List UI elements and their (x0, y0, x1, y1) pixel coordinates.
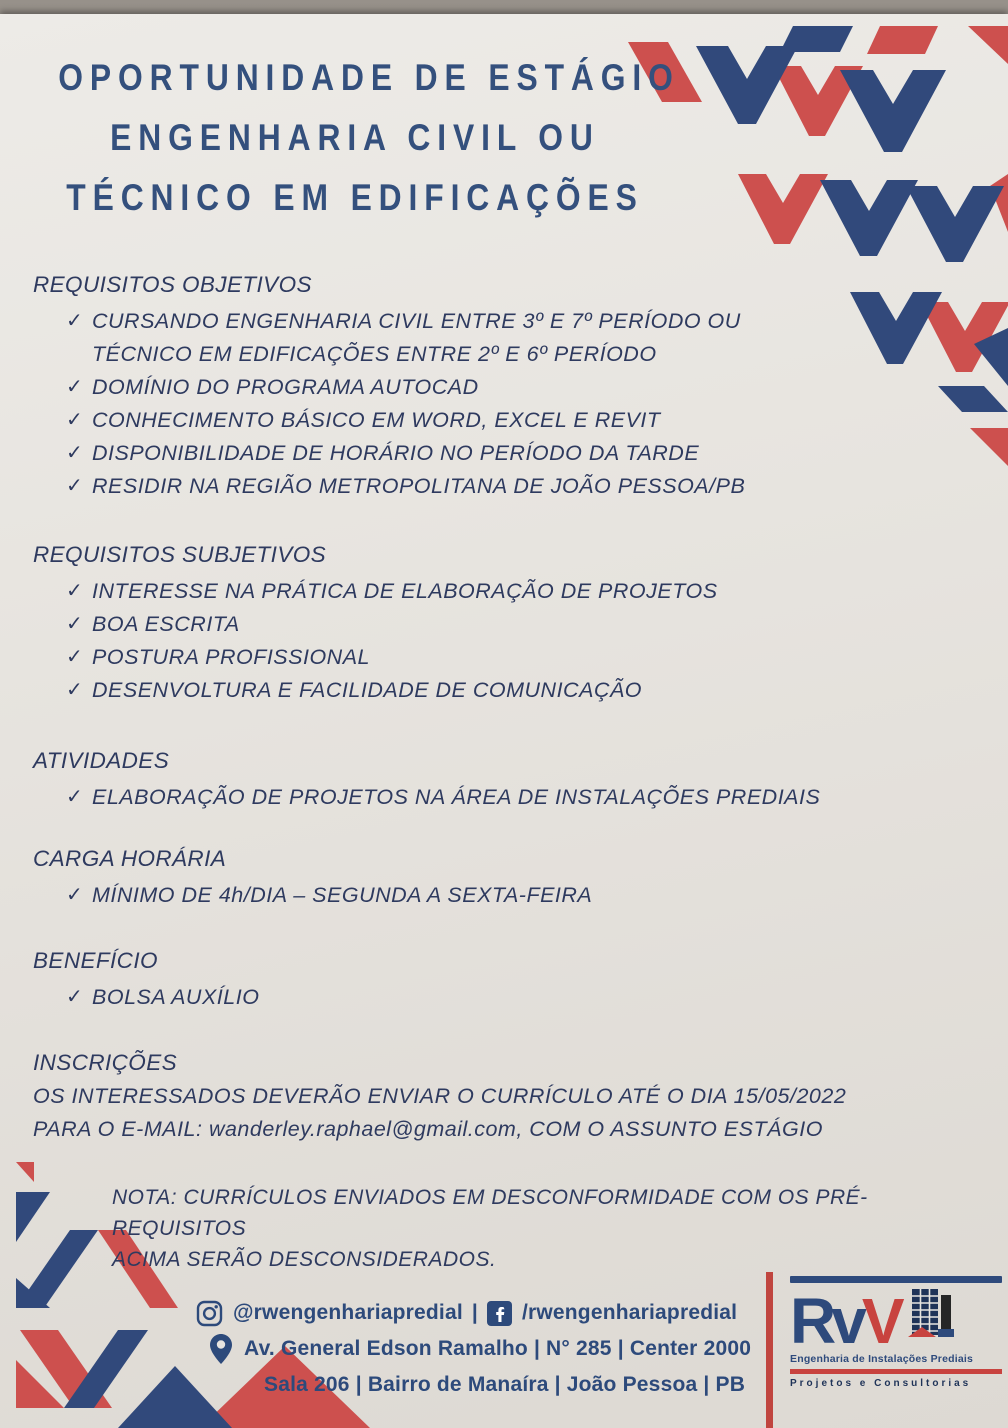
address-line-2: Sala 206 | Bairro de Manaíra | João Pessoa | PB (264, 1373, 746, 1396)
logo-red-bar (790, 1369, 1002, 1374)
list-item (66, 981, 988, 1014)
check-icon: ✓ (66, 679, 83, 701)
note-line-1: NOTA: CURRÍCULOS ENVIADOS EM DESCONFORMIDADE COM OS PRÉ-REQUISITOS (112, 1186, 868, 1240)
red-divider-bar (766, 1272, 773, 1428)
address-row-1 (196, 1331, 751, 1367)
list-item (66, 608, 988, 641)
section-heading: CARGA HORÁRIA (33, 846, 227, 871)
list-item (66, 575, 988, 608)
list-item (66, 674, 988, 707)
note-line-2: ACIMA SERÃO DESCONSIDERADOS. (112, 1248, 497, 1271)
list-item (66, 879, 988, 912)
check-icon: ✓ (66, 613, 83, 635)
flyer-title (10, 48, 700, 228)
location-pin-icon (210, 1334, 232, 1364)
list-item-text: MÍNIMO DE 4h/DIA – SEGUNDA A SEXTA-FEIRA (92, 883, 593, 907)
inscricoes-line-1: OS INTERESSADOS DEVERÃO ENVIAR O CURRÍCULO ATÉ O DIA 15/05/2022 (33, 1084, 847, 1108)
inscricoes-line-2: PARA O E-MAIL: wanderley.raphael@gmail.com, COM O ASSUNTO ESTÁGIO (33, 1117, 823, 1141)
section-atividades (33, 744, 988, 814)
list-item-text: RESIDIR NA REGIÃO METROPOLITANA DE JOÃO PESSOA/PB (92, 474, 746, 498)
note-block (112, 1182, 992, 1275)
list-item (66, 781, 988, 814)
list-item-text: DOMÍNIO DO PROGRAMA AUTOCAD (92, 375, 479, 399)
rw-logo (790, 1276, 1002, 1389)
logo-subtagline: Projetos e Consultorias (790, 1378, 972, 1389)
instagram-handle: @rwengenhariapredial (233, 1301, 463, 1324)
section-requisitos-objetivos (33, 268, 988, 503)
section-heading: REQUISITOS SUBJETIVOS (33, 542, 327, 567)
check-icon: ✓ (66, 580, 83, 602)
facebook-icon (487, 1301, 512, 1326)
list-item-text: BOLSA AUXÍLIO (92, 985, 260, 1009)
list-item (66, 470, 988, 503)
list-item (66, 305, 988, 371)
list-item-text: ELABORAÇÃO DE PROJETOS NA ÁREA DE INSTALAÇÕES PREDIAIS (92, 785, 821, 809)
address-line-1: Av. General Edson Ramalho | N° 285 | Center 2000 (244, 1337, 752, 1360)
flyer-paper (0, 14, 1008, 1428)
list-item (66, 404, 988, 437)
list-item (66, 437, 988, 470)
check-icon: ✓ (66, 884, 83, 906)
section-requisitos-subjetivos (33, 538, 988, 707)
section-carga-horaria (33, 842, 988, 912)
section-inscricoes (33, 1046, 988, 1146)
list-item (66, 641, 988, 674)
list-item-text: DISPONIBILIDADE DE HORÁRIO NO PERÍODO DA TARDE (92, 441, 700, 465)
list-item-text: CONHECIMENTO BÁSICO EM WORD, EXCEL E REVIT (92, 408, 661, 432)
section-heading: INSCRIÇÕES (33, 1050, 178, 1075)
title-line-3: TÉCNICO EM EDIFICAÇÕES (66, 177, 644, 218)
check-icon: ✓ (66, 986, 83, 1008)
logo-tagline: Engenharia de Instalações Prediais (790, 1353, 974, 1365)
check-icon: ✓ (66, 475, 83, 497)
logo-mark: RvV (790, 1285, 900, 1357)
check-icon: ✓ (66, 786, 83, 808)
section-beneficio (33, 944, 988, 1014)
contact-block (196, 1295, 751, 1403)
facebook-handle: /rwengenhariapredial (521, 1301, 738, 1324)
list-item-text: POSTURA PROFISSIONAL (92, 645, 371, 669)
list-item-text: BOA ESCRITA (92, 612, 240, 636)
instagram-icon (196, 1300, 223, 1327)
check-icon: ✓ (66, 310, 83, 332)
logo-top-bar (790, 1276, 1002, 1283)
address-row-2 (196, 1367, 751, 1403)
list-item-text: DESENVOLTURA E FACILIDADE DE COMUNICAÇÃO (92, 678, 643, 702)
check-icon: ✓ (66, 376, 83, 398)
check-icon: ✓ (66, 646, 83, 668)
list-item (66, 371, 988, 404)
check-icon: ✓ (66, 442, 83, 464)
section-heading: REQUISITOS OBJETIVOS (33, 272, 312, 297)
title-line-2: ENGENHARIA CIVIL OU (110, 117, 600, 158)
section-heading: ATIVIDADES (33, 748, 170, 773)
section-heading: BENEFÍCIO (33, 948, 158, 973)
list-item-text: CURSANDO ENGENHARIA CIVIL ENTRE 3º E 7º PERÍODO OU TÉCNICO EM EDIFICAÇÕES ENTRE 2º E 6º PERÍODO (92, 309, 741, 366)
check-icon: ✓ (66, 409, 83, 431)
title-line-1: OPORTUNIDADE DE ESTÁGIO (58, 57, 680, 98)
social-row (196, 1295, 751, 1331)
list-item-text: INTERESSE NA PRÁTICA DE ELABORAÇÃO DE PROJETOS (92, 579, 718, 603)
separator-pipe: | (471, 1301, 478, 1324)
logo-building-icon (908, 1285, 958, 1348)
